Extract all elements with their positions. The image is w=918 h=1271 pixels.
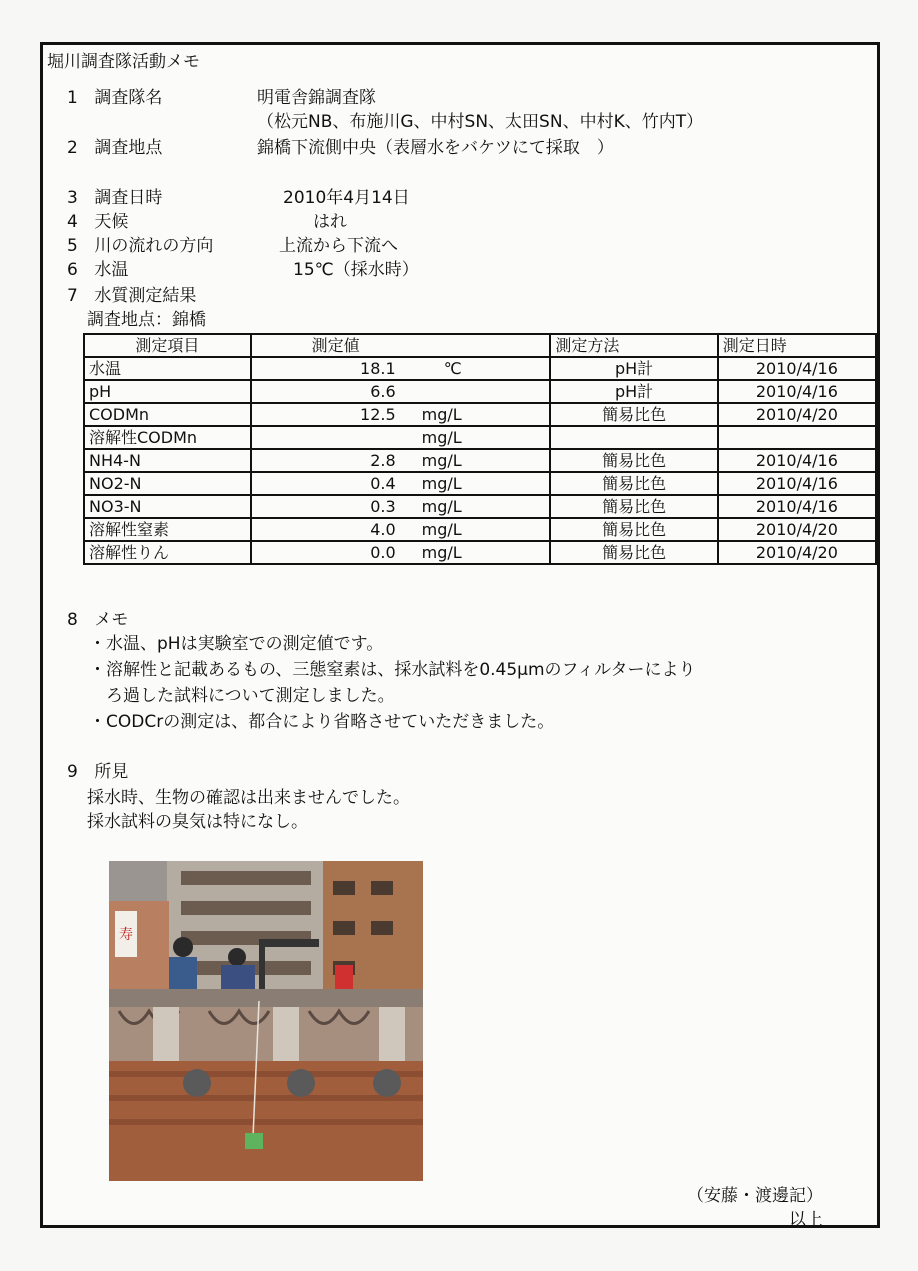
item-label: メモ <box>94 610 129 630</box>
item-label: 水質測定結果 <box>94 286 197 306</box>
value-number: 4.0 <box>370 520 396 539</box>
cell-date <box>718 426 876 449</box>
section-memo <box>67 609 128 631</box>
item-number: 6 <box>67 260 78 280</box>
memo-line: ろ過した試料について測定しました。 <box>89 686 395 706</box>
value-unit: mg/L <box>421 520 462 539</box>
item-site <box>67 137 162 159</box>
memo-line: ・CODCrの測定は、都合により省略させていただきました。 <box>89 712 555 732</box>
table-row <box>84 518 876 541</box>
item-flow <box>67 235 213 257</box>
site-value: 錦橋下流側中央（表層水をバケツにて採取 ） <box>257 138 614 158</box>
table-header-row <box>84 334 876 357</box>
item-label: 調査地点 <box>94 138 163 158</box>
cell-item: NO2-N <box>84 472 251 495</box>
cell-date: 2010/4/16 <box>718 357 876 380</box>
value-number: 18.1 <box>360 359 396 378</box>
value-number: 12.5 <box>360 405 396 424</box>
cell-method: 簡易比色 <box>550 449 717 472</box>
cell-value <box>251 495 551 518</box>
item-label: 調査日時 <box>94 188 163 208</box>
item-number: 8 <box>67 610 78 630</box>
water-temp-value: 15℃（採水時） <box>293 260 419 280</box>
item-label: 川の流れの方向 <box>94 236 214 256</box>
value-unit: mg/L <box>421 405 462 424</box>
item-number: 7 <box>67 286 78 306</box>
item-number: 9 <box>67 762 78 782</box>
table-row <box>84 403 876 426</box>
page-title: 堀川調査隊活動メモ <box>47 52 200 72</box>
cell-date: 2010/4/20 <box>718 518 876 541</box>
header-method: 測定方法 <box>550 334 717 357</box>
value-unit: mg/L <box>421 428 462 447</box>
table-row <box>84 380 876 403</box>
cell-item: 溶解性窒素 <box>84 518 251 541</box>
header-value: 測定値 <box>251 334 551 357</box>
table-row <box>84 357 876 380</box>
team-members: （松元NB、布施川G、中村SN、太田SN、中村K、竹内T） <box>257 112 704 132</box>
value-unit: mg/L <box>421 497 462 516</box>
cell-value <box>251 357 551 380</box>
value-number: 6.6 <box>370 382 396 401</box>
cell-method: 簡易比色 <box>550 495 717 518</box>
cell-method: pH計 <box>550 357 717 380</box>
cell-item: NO3-N <box>84 495 251 518</box>
header-date: 測定日時 <box>718 334 876 357</box>
table-row <box>84 426 876 449</box>
value-number: 2.8 <box>370 451 396 470</box>
results-table <box>83 333 877 565</box>
cell-value <box>251 426 551 449</box>
table-row <box>84 541 876 564</box>
cell-method: 簡易比色 <box>550 541 717 564</box>
cell-value <box>251 472 551 495</box>
item-number: 4 <box>67 212 78 232</box>
value-unit: mg/L <box>421 451 462 470</box>
cell-value <box>251 449 551 472</box>
results-site: 調査地点：錦橋 <box>87 310 206 330</box>
shop-sign: 寿 <box>119 927 133 943</box>
value-unit: mg/L <box>421 543 462 562</box>
item-number: 1 <box>67 88 78 108</box>
cell-item: CODMn <box>84 403 251 426</box>
cell-item: NH4-N <box>84 449 251 472</box>
cell-date: 2010/4/16 <box>718 472 876 495</box>
cell-date: 2010/4/16 <box>718 449 876 472</box>
cell-item: pH <box>84 380 251 403</box>
end-mark: 以上 <box>789 1210 823 1230</box>
findings-line: 採水時、生物の確認は出来ませんでした。 <box>87 788 410 808</box>
cell-value <box>251 380 551 403</box>
table-row <box>84 449 876 472</box>
cell-method: 簡易比色 <box>550 518 717 541</box>
cell-date: 2010/4/16 <box>718 380 876 403</box>
value-number: 0.3 <box>370 497 396 516</box>
date-value: 2010年4月14日 <box>283 188 410 208</box>
team-name: 明電舎錦調査隊 <box>257 88 376 108</box>
table-row <box>84 495 876 518</box>
section-findings <box>67 761 128 783</box>
cell-date: 2010/4/20 <box>718 403 876 426</box>
cell-method: 簡易比色 <box>550 472 717 495</box>
memo-page <box>40 42 880 1228</box>
header-item: 測定項目 <box>84 334 251 357</box>
flow-value: 上流から下流へ <box>279 236 398 256</box>
item-number: 5 <box>67 236 78 256</box>
cell-method: 簡易比色 <box>550 403 717 426</box>
item-number: 3 <box>67 188 78 208</box>
item-label: 所見 <box>94 762 129 782</box>
item-results <box>67 285 196 307</box>
memo-line: ・水温、pHは実験室での測定値です。 <box>89 634 384 654</box>
cell-date: 2010/4/16 <box>718 495 876 518</box>
findings-line: 採水試料の臭気は特になし。 <box>87 812 308 832</box>
cell-method <box>550 426 717 449</box>
cell-item: 溶解性りん <box>84 541 251 564</box>
item-team <box>67 87 162 109</box>
value-unit: mg/L <box>421 474 462 493</box>
survey-photo <box>109 861 423 1181</box>
cell-value <box>251 541 551 564</box>
cell-value <box>251 403 551 426</box>
table-row <box>84 472 876 495</box>
item-water-temp <box>67 259 128 281</box>
cell-item: 水温 <box>84 357 251 380</box>
value-number: 0.0 <box>370 543 396 562</box>
item-number: 2 <box>67 138 78 158</box>
memo-line: ・溶解性と記載あるもの、三態窒素は、採水試料を0.45μmのフィルターにより <box>89 660 696 680</box>
cell-method: pH計 <box>550 380 717 403</box>
cell-value <box>251 518 551 541</box>
cell-item: 溶解性CODMn <box>84 426 251 449</box>
item-label: 天候 <box>94 212 129 232</box>
item-weather <box>67 211 128 233</box>
cell-date: 2010/4/20 <box>718 541 876 564</box>
weather-value: はれ <box>313 212 347 232</box>
value-number: 0.4 <box>370 474 396 493</box>
bridge-photo-illustration <box>109 861 423 1181</box>
item-date <box>67 187 162 209</box>
value-unit: ℃ <box>443 359 462 378</box>
author-note: （安藤・渡邊記） <box>687 1186 823 1206</box>
item-label: 水温 <box>94 260 129 280</box>
item-label: 調査隊名 <box>94 88 163 108</box>
